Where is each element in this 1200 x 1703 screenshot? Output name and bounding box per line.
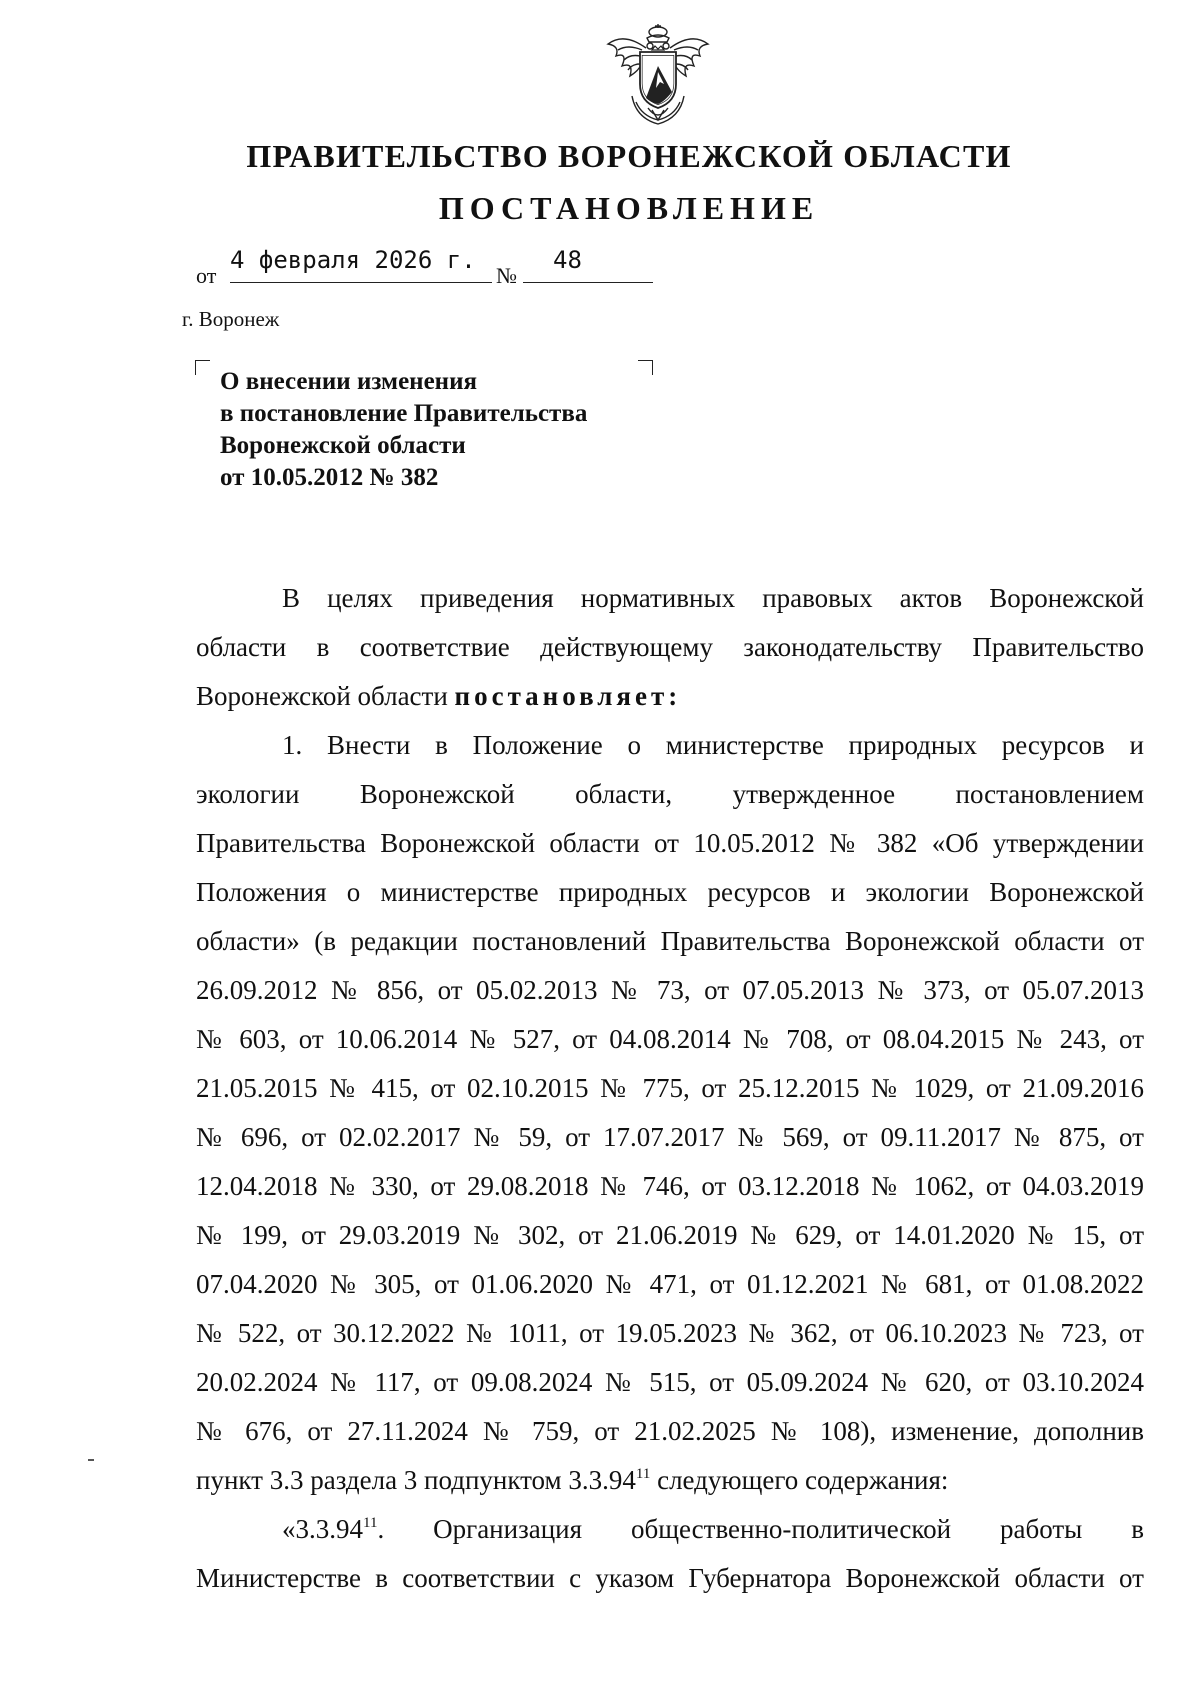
subject-line: О внесении изменения	[220, 368, 478, 395]
resolves-colon: :	[668, 681, 682, 711]
item1-line: № 199, от 29.03.2019 № 302, от 21.06.2019 № 629, от 14.01.2020 № 15, от	[196, 1220, 1144, 1250]
item1-line: 07.04.2020 № 305, от 01.06.2020 № 471, от 01.12.2021 № 681, от 01.08.2022	[196, 1269, 1144, 1299]
item1-line: 20.02.2024 № 117, от 09.08.2024 № 515, от 05.09.2024 № 620, от 03.10.2024	[196, 1367, 1144, 1397]
item1-line: экологии Воронежской области, утвержденное постановлением	[196, 779, 1144, 809]
preamble-text: Воронежской области	[196, 681, 448, 711]
subject-heading	[220, 366, 587, 494]
subject-bracket-right	[638, 360, 653, 375]
subject-line: в постановление Правительства	[220, 400, 588, 427]
superscript: 11	[363, 1515, 378, 1531]
item1-line: Правительства Воронежской области от 10.05.2012 № 382 «Об утверждении	[196, 828, 1144, 858]
number-value: 48	[553, 246, 582, 274]
item1-line: 26.09.2012 № 856, от 05.02.2013 № 73, от 07.05.2013 № 373, от 05.07.2013	[196, 975, 1144, 1005]
organization-title: ПРАВИТЕЛЬСТВО ВОРОНЕЖСКОЙ ОБЛАСТИ	[246, 138, 1012, 174]
subject-line: Воронежской области	[220, 432, 466, 459]
date-prefix: от	[196, 263, 217, 288]
item1-line: области» (в редакции постановлений Правительства Воронежской области от	[196, 926, 1144, 956]
margin-mark	[88, 1459, 94, 1461]
number-sign: №	[496, 263, 517, 288]
city-label: г. Воронеж	[182, 307, 280, 331]
superscript: 11	[635, 1466, 651, 1482]
document-body	[196, 574, 1144, 1603]
subject-line: от 10.05.2012 № 382	[220, 464, 439, 491]
date-number-line	[196, 246, 656, 286]
item1-line: 12.04.2018 № 330, от 29.08.2018 № 746, от 03.12.2018 № 1062, от 04.03.2019	[196, 1171, 1144, 1201]
item1-line: № 522, от 30.12.2022 № 1011, от 19.05.2023 № 362, от 06.10.2023 № 723, от	[196, 1318, 1144, 1348]
resolves-word: постановляет	[454, 681, 669, 711]
item1-line: 1. Внести в Положение о министерстве природных ресурсов и	[282, 730, 1144, 760]
item1-line: № 676, от 27.11.2024 № 759, от 21.02.2025 № 108), изменение, дополнив	[196, 1416, 1144, 1446]
item1-line: № 696, от 02.02.2017 № 59, от 17.07.2017 № 569, от 09.11.2017 № 875, от	[196, 1122, 1144, 1152]
quote-text: . Организация общественно-политической работы в	[377, 1514, 1144, 1544]
preamble-line: В целях приведения нормативных правовых актов Воронежской	[282, 583, 1144, 613]
item1-line	[196, 1456, 1144, 1505]
date-value: 4 февраля 2026 г.	[230, 246, 476, 274]
item1-line: Положения о министерстве природных ресурсов и экологии Воронежской	[196, 877, 1144, 907]
quote-number: «3.3.94	[282, 1514, 363, 1544]
quote-line: Министерстве в соответствии с указом Губернатора Воронежской области от	[196, 1563, 1144, 1593]
item1-last-text: пункт 3.3 раздела 3 подпунктом 3.3.94	[196, 1465, 636, 1495]
quote-line	[196, 1505, 1144, 1554]
item1-last-tail: следующего содержания:	[650, 1465, 949, 1495]
document-type-title: ПОСТАНОВЛЕНИЕ	[438, 190, 820, 226]
coat-of-arms-emblem	[602, 22, 714, 130]
number-field	[523, 246, 653, 283]
item1-line: 21.05.2015 № 415, от 02.10.2015 № 775, от 25.12.2015 № 1029, от 21.09.2016	[196, 1073, 1144, 1103]
subject-bracket-left	[195, 360, 210, 375]
preamble-line: области в соответствие действующему законодательству Правительство	[196, 632, 1144, 662]
preamble-line	[196, 672, 1144, 721]
date-field	[230, 246, 492, 283]
item1-line: № 603, от 10.06.2014 № 527, от 04.08.2014 № 708, от 08.04.2015 № 243, от	[196, 1024, 1144, 1054]
